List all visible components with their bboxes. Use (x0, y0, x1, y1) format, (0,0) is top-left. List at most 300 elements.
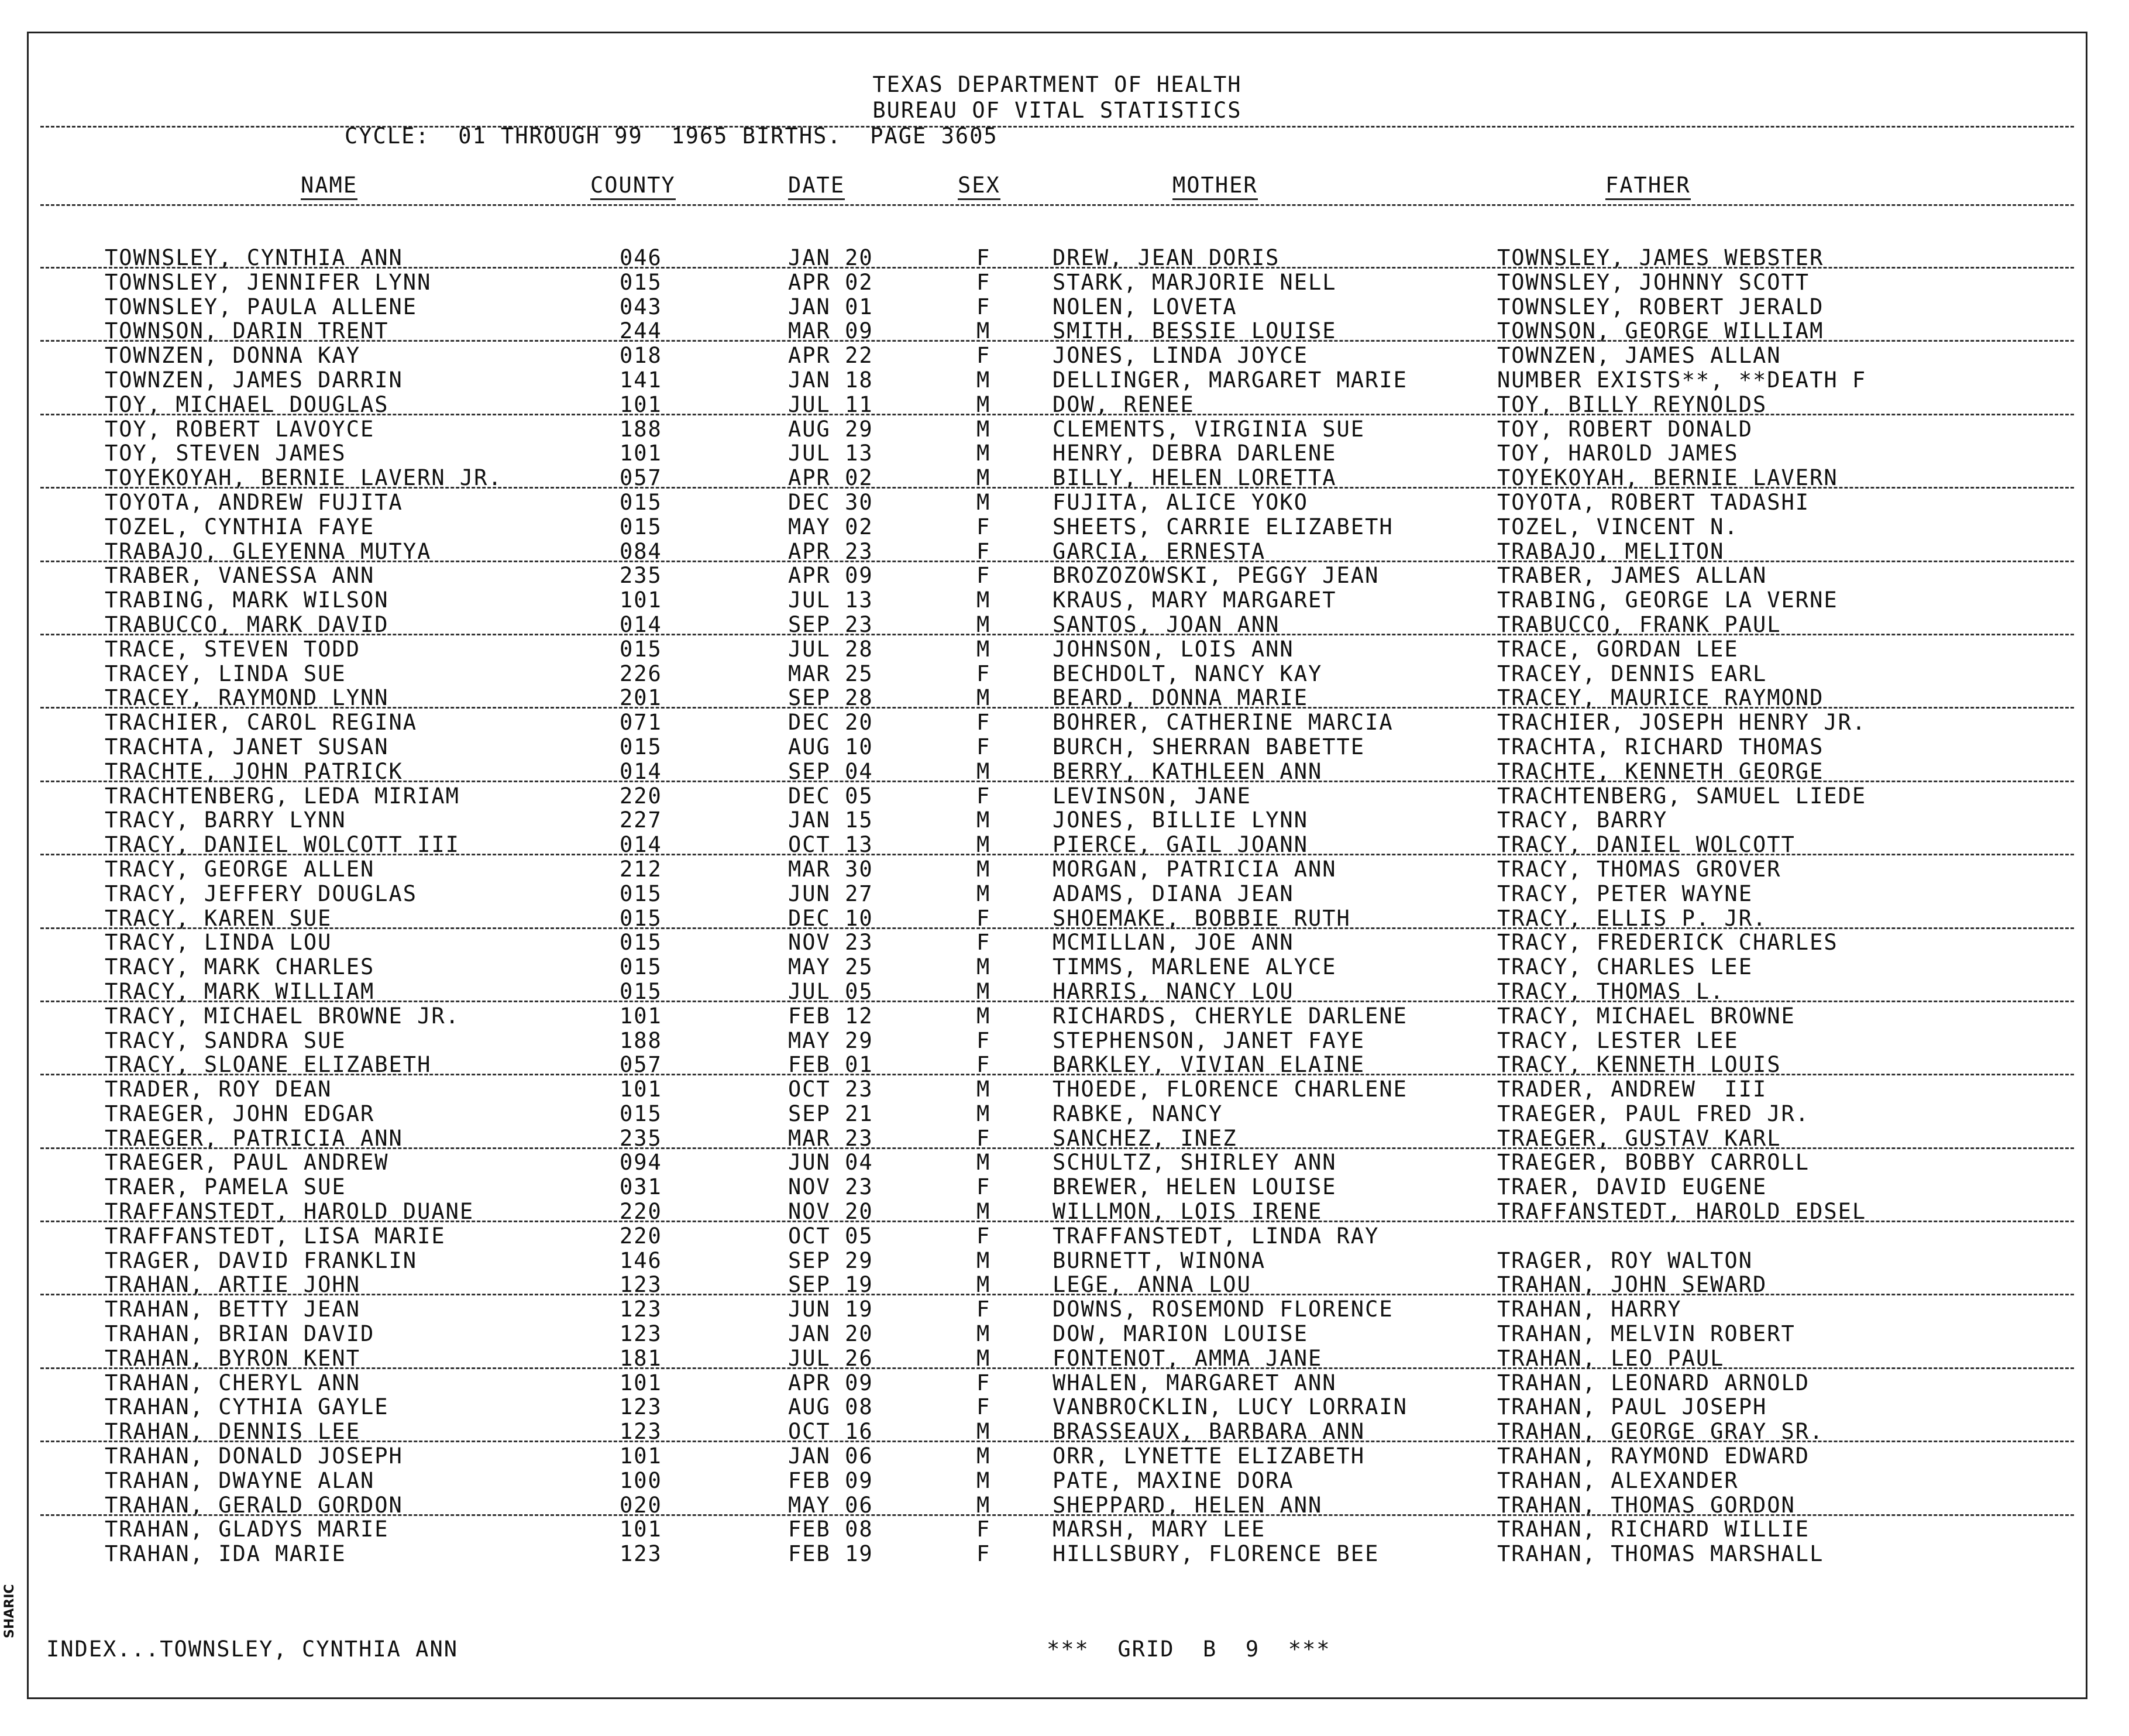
table-row (29, 735, 2086, 759)
cell-county: 123 (620, 1321, 662, 1347)
cell-county: 141 (620, 367, 662, 393)
cell-mother: SMITH, BESSIE LOUISE (1053, 318, 1337, 344)
cell-sex: M (976, 441, 991, 466)
cell-sex: F (976, 294, 991, 319)
cell-date: SEP 21 (788, 1101, 873, 1126)
cell-mother: GARCIA, ERNESTA (1053, 538, 1266, 564)
cell-name: TRAEGER, PATRICIA ANN (105, 1125, 403, 1151)
table-row (29, 295, 2086, 319)
cell-county: 015 (620, 905, 662, 931)
cell-name: TRACY, KAREN SUE (105, 905, 332, 931)
cell-county: 014 (620, 832, 662, 858)
cell-mother: STARK, MARJORIE NELL (1053, 269, 1337, 295)
cell-sex: F (976, 1125, 991, 1151)
cell-father: TOZEL, VINCENT N. (1497, 514, 1739, 539)
cell-mother: FUJITA, ALICE YOKO (1053, 489, 1308, 515)
cell-name: TRAFFANSTEDT, LISA MARIE (105, 1223, 446, 1249)
cell-county: 101 (620, 391, 662, 417)
table-row (29, 1004, 2086, 1029)
cell-date: JAN 15 (788, 807, 873, 833)
cell-county: 212 (620, 856, 662, 882)
cell-father: TRAHAN, RAYMOND EDWARD (1497, 1443, 1810, 1469)
cell-sex: F (976, 710, 991, 735)
cell-name: TRAHAN, ARTIE JOHN (105, 1272, 360, 1298)
cell-name: TRACY, MARK CHARLES (105, 954, 375, 980)
cell-date: APR 22 (788, 343, 873, 369)
cell-sex: M (976, 881, 991, 906)
cell-father: TRAHAN, RICHARD WILLIE (1497, 1517, 1810, 1542)
records-table (29, 246, 2086, 1566)
cell-father: TRAHAN, LEONARD ARNOLD (1497, 1370, 1810, 1395)
table-row (29, 808, 2086, 833)
cell-county: 220 (620, 1199, 662, 1225)
table-row (29, 955, 2086, 979)
cell-date: JUL 13 (788, 587, 873, 613)
cell-sex: M (976, 1443, 991, 1469)
cell-father: TOY, HAROLD JAMES (1497, 441, 1739, 466)
cell-name: TRAHAN, IDA MARIE (105, 1541, 346, 1567)
cell-name: TRAHAN, GERALD GORDON (105, 1492, 403, 1518)
cell-county: 123 (620, 1394, 662, 1420)
cell-mother: THOEDE, FLORENCE CHARLENE (1053, 1077, 1408, 1102)
cell-county: 226 (620, 661, 662, 686)
cell-father: TRACY, THOMAS L. (1497, 978, 1725, 1004)
table-row (29, 563, 2086, 588)
cell-name: TRABUCCO, MARK DAVID (105, 611, 389, 637)
cell-name: TOWNSLEY, JENNIFER LYNN (105, 269, 432, 295)
cell-sex: M (976, 1467, 991, 1493)
table-row (29, 417, 2086, 442)
cell-county: 014 (620, 611, 662, 637)
cell-date: MAR 23 (788, 1125, 873, 1151)
cell-name: TRAHAN, DWAYNE ALAN (105, 1467, 375, 1493)
cell-sex: M (976, 587, 991, 613)
cell-date: APR 02 (788, 465, 873, 491)
table-row (29, 246, 2086, 270)
cell-county: 015 (620, 489, 662, 515)
cell-county: 071 (620, 710, 662, 735)
cell-date: FEB 19 (788, 1541, 873, 1567)
cell-county: 201 (620, 685, 662, 711)
cell-date: JUL 13 (788, 441, 873, 466)
cell-mother: PATE, MAXINE DORA (1053, 1467, 1294, 1493)
cell-father: TRAHAN, LEO PAUL (1497, 1345, 1725, 1371)
cell-mother: WHALEN, MARGARET ANN (1053, 1370, 1337, 1395)
cell-father: TRAGER, ROY WALTON (1497, 1247, 1753, 1273)
cell-date: SEP 28 (788, 685, 873, 711)
cell-mother: BOHRER, CATHERINE MARCIA (1053, 710, 1394, 735)
cell-father: TRACEY, DENNIS EARL (1497, 661, 1767, 686)
cell-father: TRACY, FREDERICK CHARLES (1497, 930, 1838, 955)
table-row (29, 1346, 2086, 1371)
table-row (29, 979, 2086, 1004)
cell-mother: ORR, LYNETTE ELIZABETH (1053, 1443, 1366, 1469)
table-row (29, 441, 2086, 466)
cell-name: TRAHAN, BETTY JEAN (105, 1297, 360, 1322)
cell-sex: M (976, 807, 991, 833)
cell-date: MAR 25 (788, 661, 873, 686)
cell-sex: M (976, 318, 991, 344)
cell-sex: F (976, 930, 991, 955)
cell-name: TRACY, JEFFERY DOUGLAS (105, 881, 418, 906)
cell-name: TRAHAN, BYRON KENT (105, 1345, 360, 1371)
cell-date: DEC 20 (788, 710, 873, 735)
cell-father: TOWNSLEY, JOHNNY SCOTT (1497, 269, 1810, 295)
cell-county: 015 (620, 881, 662, 906)
cell-date: FEB 01 (788, 1052, 873, 1078)
cell-mother: LEVINSON, JANE (1053, 783, 1251, 809)
cell-date: MAY 06 (788, 1492, 873, 1518)
cell-sex: F (976, 269, 991, 295)
table-row (29, 588, 2086, 613)
cell-county: 015 (620, 734, 662, 759)
cell-father: TOWNZEN, JAMES ALLAN (1497, 343, 1781, 369)
cell-father: TRAEGER, PAUL FRED JR. (1497, 1101, 1810, 1126)
cell-father: TRAHAN, THOMAS GORDON (1497, 1492, 1796, 1518)
table-row (29, 368, 2086, 393)
cell-sex: F (976, 343, 991, 369)
cell-county: 123 (620, 1541, 662, 1567)
cell-name: TRACY, LINDA LOU (105, 930, 332, 955)
cell-name: TRACY, BARRY LYNN (105, 807, 346, 833)
cell-date: OCT 23 (788, 1077, 873, 1102)
cell-date: OCT 13 (788, 832, 873, 858)
cell-father: TRAEGER, BOBBY CARROLL (1497, 1150, 1810, 1175)
cell-county: 031 (620, 1174, 662, 1200)
cell-name: TRAHAN, CYTHIA GAYLE (105, 1394, 389, 1420)
cell-sex: M (976, 685, 991, 711)
cell-mother: HARRIS, NANCY LOU (1053, 978, 1294, 1004)
column-header-name: NAME (301, 173, 357, 200)
table-row (29, 343, 2086, 368)
cell-county: 018 (620, 343, 662, 369)
table-row (29, 686, 2086, 710)
cell-sex: M (976, 758, 991, 784)
cell-mother: BERRY, KATHLEEN ANN (1053, 758, 1323, 784)
cell-mother: BREWER, HELEN LOUISE (1053, 1174, 1337, 1200)
report-frame (27, 32, 2087, 1699)
cell-county: 015 (620, 514, 662, 539)
cell-mother: HENRY, DEBRA DARLENE (1053, 441, 1337, 466)
cell-name: TOWNZEN, JAMES DARRIN (105, 367, 403, 393)
cell-county: 181 (620, 1345, 662, 1371)
cell-sex: M (976, 1345, 991, 1371)
cell-mother: DREW, JEAN DORIS (1053, 245, 1280, 270)
cell-father: TRAFFANSTEDT, HAROLD EDSEL (1497, 1199, 1867, 1225)
cell-mother: BURNETT, WINONA (1053, 1247, 1266, 1273)
cell-sex: M (976, 1419, 991, 1445)
cell-sex: F (976, 1394, 991, 1420)
cell-father: TOWNSON, GEORGE WILLIAM (1497, 318, 1824, 344)
table-row (29, 1542, 2086, 1566)
cell-sex: M (976, 978, 991, 1004)
cell-sex: M (976, 391, 991, 417)
cell-sex: F (976, 1297, 991, 1322)
cell-date: JAN 20 (788, 1321, 873, 1347)
cell-name: TOZEL, CYNTHIA FAYE (105, 514, 375, 539)
cell-mother: MORGAN, PATRICIA ANN (1053, 856, 1337, 882)
cell-date: MAY 25 (788, 954, 873, 980)
cell-date: OCT 16 (788, 1419, 873, 1445)
cell-county: 014 (620, 758, 662, 784)
cell-mother: BRASSEAUX, BARBARA ANN (1053, 1419, 1366, 1445)
cell-county: 188 (620, 416, 662, 442)
table-row (29, 490, 2086, 515)
cell-name: TRACEY, RAYMOND LYNN (105, 685, 389, 711)
cell-sex: F (976, 245, 991, 270)
cell-sex: M (976, 636, 991, 662)
cell-name: TRAHAN, GLADYS MARIE (105, 1517, 389, 1542)
cell-mother: DELLINGER, MARGARET MARIE (1053, 367, 1408, 393)
table-row (29, 637, 2086, 662)
table-row (29, 539, 2086, 564)
cell-county: 043 (620, 294, 662, 319)
cell-name: TRACHTENBERG, LEDA MIRIAM (105, 783, 460, 809)
table-row (29, 319, 2086, 343)
cell-name: TRACE, STEVEN TODD (105, 636, 360, 662)
table-row (29, 613, 2086, 637)
table-row (29, 1419, 2086, 1444)
cell-county: 100 (620, 1467, 662, 1493)
table-row (29, 1297, 2086, 1322)
cell-county: 015 (620, 930, 662, 955)
cell-sex: M (976, 1321, 991, 1347)
cell-date: JUN 27 (788, 881, 873, 906)
cell-name: TRACY, MARK WILLIAM (105, 978, 375, 1004)
cell-name: TRAHAN, DONALD JOSEPH (105, 1443, 403, 1469)
cell-name: TRABING, MARK WILSON (105, 587, 389, 613)
footer-grid: *** GRID B 9 *** (1047, 1637, 1331, 1662)
cell-father: TRABING, GEORGE LA VERNE (1497, 587, 1838, 613)
cell-date: AUG 10 (788, 734, 873, 759)
footer-index: INDEX...TOWNSLEY, CYNTHIA ANN (46, 1637, 459, 1662)
cell-name: TOY, STEVEN JAMES (105, 441, 346, 466)
cell-date: APR 23 (788, 538, 873, 564)
cell-sex: F (976, 563, 991, 589)
cell-father: TRACY, MICHAEL BROWNE (1497, 1003, 1796, 1029)
cell-date: JUL 28 (788, 636, 873, 662)
column-header-rule (40, 204, 2074, 206)
cell-sex: F (976, 1223, 991, 1249)
cell-father: TRAER, DAVID EUGENE (1497, 1174, 1767, 1200)
cell-date: JUN 19 (788, 1297, 873, 1322)
table-row (29, 393, 2086, 417)
cell-county: 146 (620, 1247, 662, 1273)
cell-name: TRACY, GEORGE ALLEN (105, 856, 375, 882)
cell-sex: F (976, 538, 991, 564)
cell-father: TRABAJO, MELITON (1497, 538, 1725, 564)
table-row (29, 1249, 2086, 1273)
cell-date: JAN 18 (788, 367, 873, 393)
cell-sex: M (976, 489, 991, 515)
table-row (29, 270, 2086, 295)
cell-date: MAR 30 (788, 856, 873, 882)
cell-date: JUL 05 (788, 978, 873, 1004)
cell-mother: TRAFFANSTEDT, LINDA RAY (1053, 1223, 1380, 1249)
cell-mother: SANTOS, JOAN ANN (1053, 611, 1280, 637)
cell-name: TRACY, DANIEL WOLCOTT III (105, 832, 460, 858)
column-header-mother: MOTHER (1172, 173, 1258, 200)
cell-father: TRACEY, MAURICE RAYMOND (1497, 685, 1824, 711)
cell-name: TOWNSLEY, CYNTHIA ANN (105, 245, 403, 270)
table-row (29, 857, 2086, 882)
cell-county: 101 (620, 1443, 662, 1469)
cell-mother: SHOEMAKE, BOBBIE RUTH (1053, 905, 1351, 931)
cell-father: TRAEGER, GUSTAV KARL (1497, 1125, 1781, 1151)
cell-name: TRAER, PAMELA SUE (105, 1174, 346, 1200)
cell-father: TRACHTE, KENNETH GEORGE (1497, 758, 1824, 784)
cell-mother: NOLEN, LOVETA (1053, 294, 1237, 319)
cell-name: TRABAJO, GLEYENNA MUTYA (105, 538, 432, 564)
cell-father: TRACY, KENNETH LOUIS (1497, 1052, 1781, 1078)
cell-county: 015 (620, 954, 662, 980)
table-row (29, 1469, 2086, 1493)
cell-date: NOV 23 (788, 1174, 873, 1200)
cell-mother: CLEMENTS, VIRGINIA SUE (1053, 416, 1366, 442)
table-row (29, 710, 2086, 735)
cell-date: NOV 20 (788, 1199, 873, 1225)
cell-mother: SHEETS, CARRIE ELIZABETH (1053, 514, 1394, 539)
column-header-county: COUNTY (590, 173, 676, 200)
cell-sex: M (976, 416, 991, 442)
table-row (29, 1029, 2086, 1053)
cell-date: JAN 06 (788, 1443, 873, 1469)
cell-name: TRAHAN, BRIAN DAVID (105, 1321, 375, 1347)
cell-father: TOWNSLEY, ROBERT JERALD (1497, 294, 1824, 319)
table-row (29, 784, 2086, 809)
cell-father: TRACY, LESTER LEE (1497, 1027, 1739, 1053)
cell-county: 101 (620, 1517, 662, 1542)
cell-mother: TIMMS, MARLENE ALYCE (1053, 954, 1337, 980)
cell-date: AUG 08 (788, 1394, 873, 1420)
cell-mother: HILLSBURY, FLORENCE BEE (1053, 1541, 1380, 1567)
cell-date: APR 09 (788, 563, 873, 589)
cell-sex: F (976, 783, 991, 809)
table-row (29, 1077, 2086, 1102)
cell-name: TRAHAN, DENNIS LEE (105, 1419, 360, 1445)
cell-name: TRACY, SANDRA SUE (105, 1027, 346, 1053)
cell-mother: DOW, RENEE (1053, 391, 1195, 417)
table-row (29, 930, 2086, 955)
cell-sex: M (976, 1247, 991, 1273)
table-row (29, 1273, 2086, 1297)
cell-sex: M (976, 367, 991, 393)
cell-father: TRACY, CHARLES LEE (1497, 954, 1753, 980)
cell-name: TRABER, VANESSA ANN (105, 563, 375, 589)
cell-county: 094 (620, 1150, 662, 1175)
table-row (29, 1493, 2086, 1518)
cell-name: TOYOTA, ANDREW FUJITA (105, 489, 403, 515)
cell-county: 015 (620, 269, 662, 295)
cell-name: TRAHAN, CHERYL ANN (105, 1370, 360, 1395)
cell-date: JUL 11 (788, 391, 873, 417)
cell-county: 235 (620, 1125, 662, 1151)
cell-date: OCT 05 (788, 1223, 873, 1249)
cell-mother: MCMILLAN, JOE ANN (1053, 930, 1294, 955)
cell-county: 020 (620, 1492, 662, 1518)
cell-father: TRACY, ELLIS P. JR. (1497, 905, 1767, 931)
table-row (29, 882, 2086, 906)
cell-name: TOWNSON, DARIN TRENT (105, 318, 389, 344)
cell-date: APR 02 (788, 269, 873, 295)
cell-date: FEB 08 (788, 1517, 873, 1542)
cell-mother: ADAMS, DIANA JEAN (1053, 881, 1294, 906)
cell-sex: F (976, 1027, 991, 1053)
cell-mother: DOW, MARION LOUISE (1053, 1321, 1308, 1347)
cell-name: TRACHIER, CAROL REGINA (105, 710, 418, 735)
cell-mother: BURCH, SHERRAN BABETTE (1053, 734, 1366, 759)
cell-name: TRACEY, LINDA SUE (105, 661, 346, 686)
cell-mother: BEARD, DONNA MARIE (1053, 685, 1308, 711)
cell-mother: STEPHENSON, JANET FAYE (1053, 1027, 1366, 1053)
cell-mother: RABKE, NANCY (1053, 1101, 1223, 1126)
cell-sex: F (976, 1517, 991, 1542)
cell-sex: M (976, 611, 991, 637)
table-row (29, 1224, 2086, 1249)
table-row (29, 1395, 2086, 1419)
cell-county: 227 (620, 807, 662, 833)
cell-father: TRACHTENBERG, SAMUEL LIEDE (1497, 783, 1867, 809)
cell-sex: F (976, 1541, 991, 1567)
cell-mother: VANBROCKLIN, LUCY LORRAIN (1053, 1394, 1408, 1420)
table-row (29, 1444, 2086, 1469)
cell-father: TRACY, DANIEL WOLCOTT (1497, 832, 1796, 858)
cell-date: DEC 30 (788, 489, 873, 515)
cell-sex: F (976, 734, 991, 759)
cell-sex: F (976, 514, 991, 539)
cell-mother: BECHDOLT, NANCY KAY (1053, 661, 1323, 686)
cell-county: 015 (620, 978, 662, 1004)
cell-mother: LEGE, ANNA LOU (1053, 1272, 1251, 1298)
cell-father: TRACY, THOMAS GROVER (1497, 856, 1781, 882)
cell-mother: MARSH, MARY LEE (1053, 1517, 1266, 1542)
cell-date: MAR 09 (788, 318, 873, 344)
cell-county: 101 (620, 441, 662, 466)
cell-father: TRAHAN, GEORGE GRAY SR. (1497, 1419, 1824, 1445)
cell-father: TRAHAN, MELVIN ROBERT (1497, 1321, 1796, 1347)
table-row (29, 1053, 2086, 1077)
cell-sex: M (976, 1272, 991, 1298)
cell-sex: M (976, 832, 991, 858)
cell-date: MAY 02 (788, 514, 873, 539)
cell-county: 188 (620, 1027, 662, 1053)
cell-father: TRABUCCO, FRANK PAUL (1497, 611, 1781, 637)
cell-sex: F (976, 661, 991, 686)
cell-sex: M (976, 1150, 991, 1175)
table-row (29, 1517, 2086, 1542)
cell-father: TRAHAN, PAUL JOSEPH (1497, 1394, 1767, 1420)
cell-father: TRAHAN, ALEXANDER (1497, 1467, 1739, 1493)
column-header-father: FATHER (1605, 173, 1691, 200)
cell-county: 220 (620, 783, 662, 809)
cell-date: SEP 29 (788, 1247, 873, 1273)
cell-mother: BROZOZOWSKI, PEGGY JEAN (1053, 563, 1380, 589)
report-title: TEXAS DEPARTMENT OF HEALTH (872, 72, 1242, 97)
cell-date: JUL 26 (788, 1345, 873, 1371)
cell-father: TRACY, BARRY (1497, 807, 1668, 833)
column-header-date: DATE (788, 173, 845, 200)
cell-name: TOWNSLEY, PAULA ALLENE (105, 294, 418, 319)
cell-father: TOWNSLEY, JAMES WEBSTER (1497, 245, 1824, 270)
cell-date: SEP 23 (788, 611, 873, 637)
cell-date: FEB 12 (788, 1003, 873, 1029)
cell-county: 101 (620, 587, 662, 613)
cell-name: TRAGER, DAVID FRANKLIN (105, 1247, 418, 1273)
cell-sex: M (976, 1077, 991, 1102)
cell-mother: WILLMON, LOIS IRENE (1053, 1199, 1323, 1225)
cell-sex: F (976, 1370, 991, 1395)
cell-date: SEP 04 (788, 758, 873, 784)
